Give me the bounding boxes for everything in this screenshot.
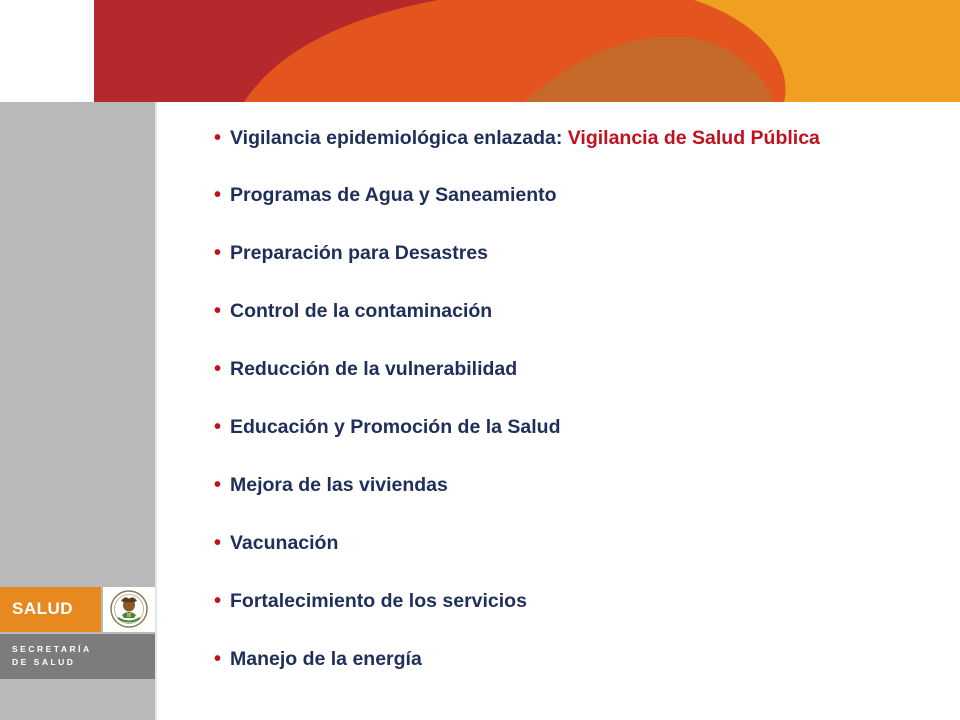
bullet-dot-icon: • xyxy=(214,358,222,380)
bullet-item xyxy=(214,647,920,672)
bullet-dot-icon: • xyxy=(214,242,222,264)
bullet-item xyxy=(214,357,920,382)
secretaria-de-salud-logo xyxy=(0,587,155,679)
bullet-dot-icon: • xyxy=(214,184,222,206)
bullet-item xyxy=(214,473,920,498)
logo-secretaria-line2: DE SALUD xyxy=(12,657,76,667)
logo-secretaria-box xyxy=(0,634,155,679)
bullet-item xyxy=(214,241,920,266)
bullet-dot-icon: • xyxy=(214,532,222,554)
bullet-item xyxy=(214,183,920,208)
logo-salud-text: SALUD xyxy=(12,599,74,618)
bullet-dot-icon: • xyxy=(214,300,222,322)
bullet-text: Fortalecimiento de los servicios xyxy=(230,590,527,612)
bullet-dot-icon: • xyxy=(214,416,222,438)
bullet-text: Programas de Agua y Saneamiento xyxy=(230,184,557,206)
logo-secretaria-line1: SECRETARÍA xyxy=(12,644,92,654)
bullet-item-vigilancia xyxy=(214,126,920,151)
bullet-item xyxy=(214,415,920,440)
sidebar-divider xyxy=(155,102,157,720)
bullet-dot-icon: • xyxy=(214,648,222,670)
bullet-item xyxy=(214,531,920,556)
bullet-text: Preparación para Desastres xyxy=(230,242,488,264)
bullet-text-prefix: Vigilancia epidemiológica enlazada: xyxy=(230,127,568,149)
bullet-text: Reducción de la vulnerabilidad xyxy=(230,358,518,380)
bullet-dot-icon: • xyxy=(214,127,222,149)
bullet-dot-icon: • xyxy=(214,474,222,496)
bullet-text: Mejora de las viviendas xyxy=(230,474,448,496)
bullet-item xyxy=(214,589,920,614)
bullet-list xyxy=(214,126,920,705)
bullet-text: Manejo de la energía xyxy=(230,648,422,670)
bullet-text: Vacunación xyxy=(230,532,339,554)
banner-graphic xyxy=(94,0,960,102)
bullet-text: Control de la contaminación xyxy=(230,300,493,322)
mexican-coat-of-arms-icon xyxy=(103,587,155,632)
bullet-text-highlight: Vigilancia de Salud Pública xyxy=(567,127,820,149)
header-banner xyxy=(94,0,960,102)
bullet-item xyxy=(214,299,920,324)
logo-salud-box xyxy=(0,587,101,632)
bullet-dot-icon: • xyxy=(214,590,222,612)
bullet-text: Educación y Promoción de la Salud xyxy=(230,416,561,438)
